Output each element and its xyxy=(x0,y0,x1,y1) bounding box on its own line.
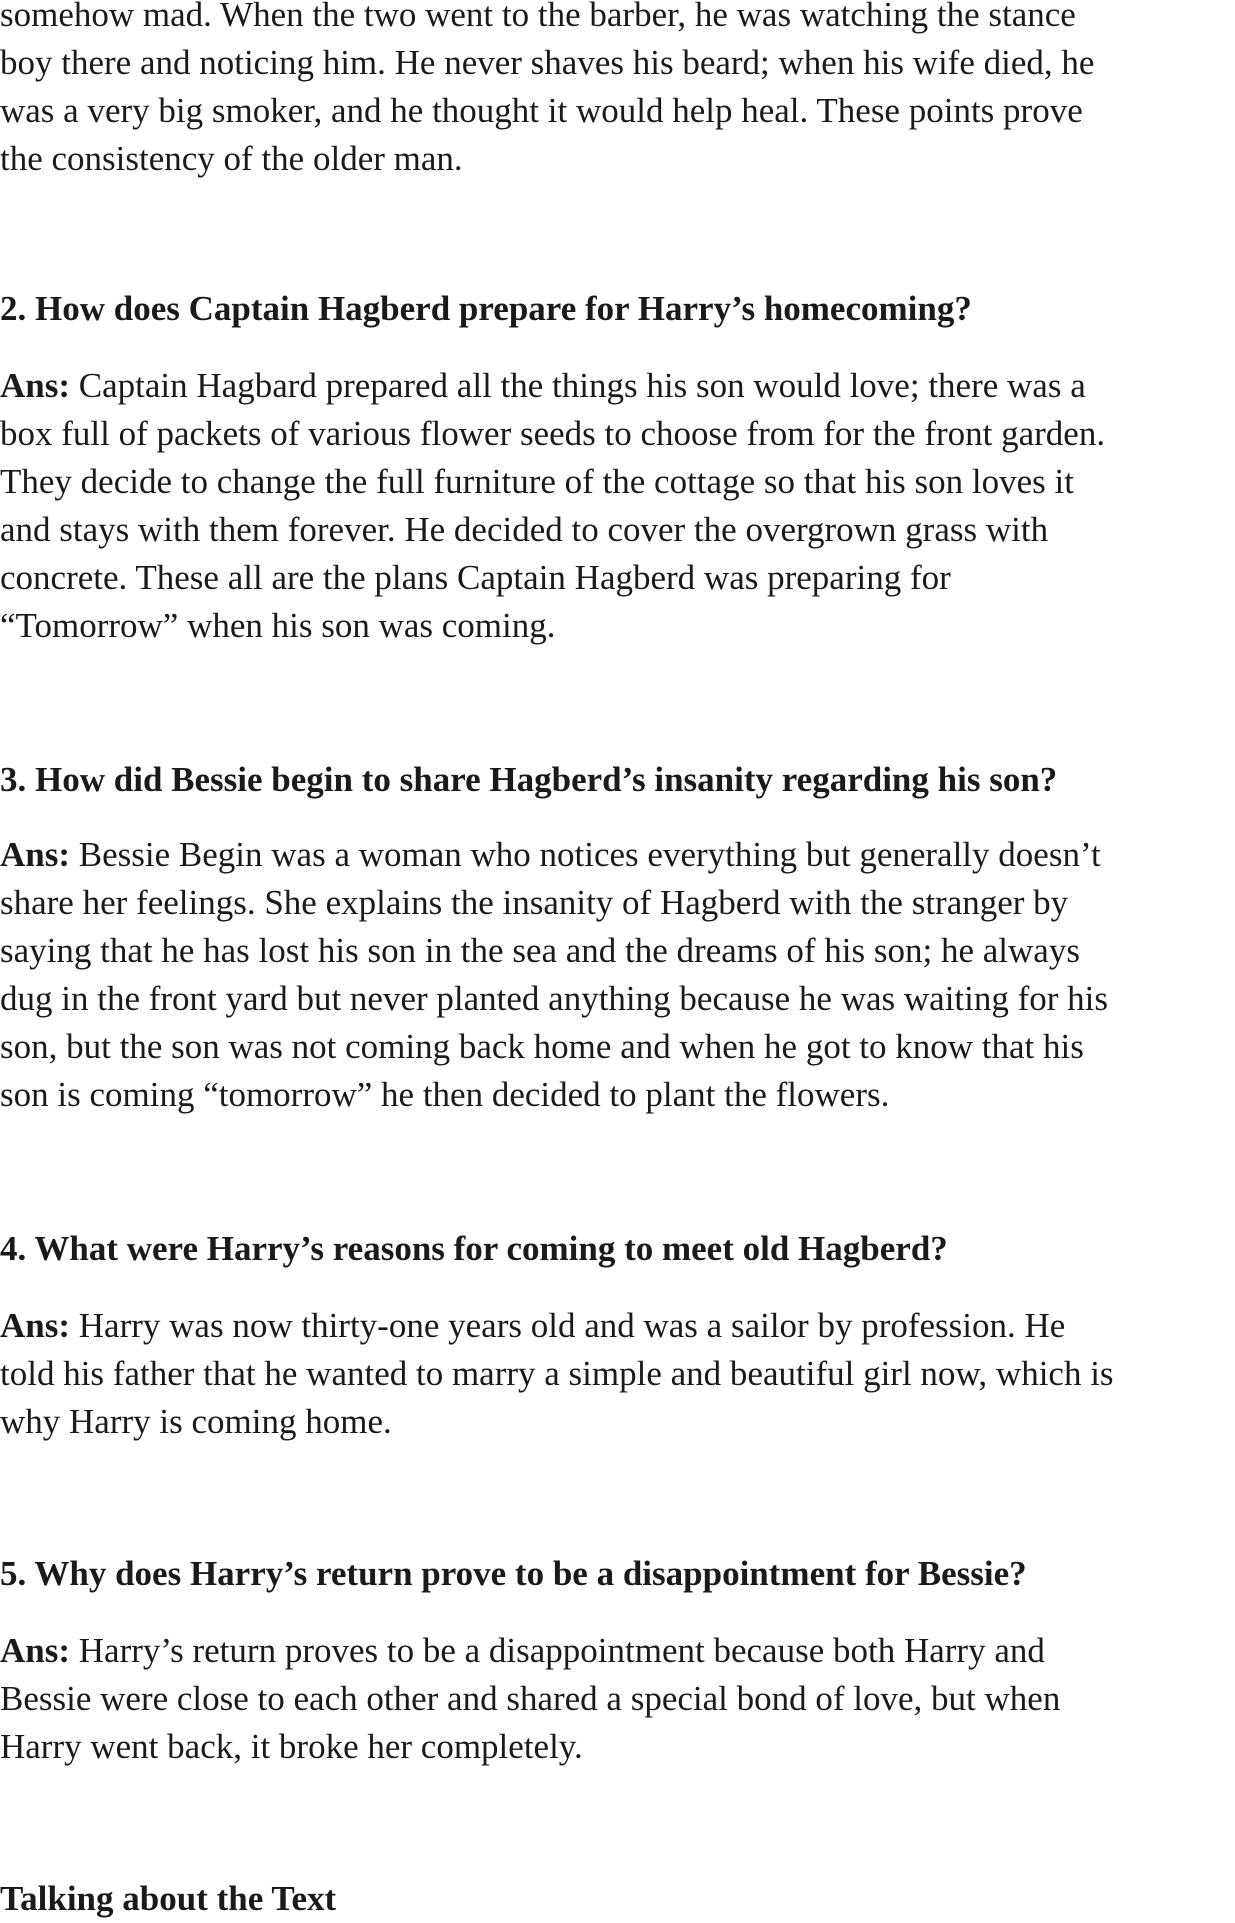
ans-label: Ans: xyxy=(0,1631,71,1670)
question-heading: 5. Why does Harry’s return prove to be a disappointment for Bessie? xyxy=(0,1554,1027,1593)
ans-label: Ans: xyxy=(0,835,71,874)
question-heading: 3. How did Bessie begin to share Hagberd’s insanity regarding his son? xyxy=(0,760,1058,799)
paragraph-line: They decide to change the full furniture of the cottage so that his son loves it xyxy=(0,462,1074,501)
paragraph-line: and stays with them forever. He decided to cover the overgrown grass with xyxy=(0,510,1049,549)
paragraph-line xyxy=(0,362,1235,410)
answer-paragraph xyxy=(0,831,1235,1119)
paragraph-line: share her feelings. She explains the insanity of Hagberd with the stranger by xyxy=(0,883,1069,922)
question-heading: 4. What were Harry’s reasons for coming to meet old Hagberd? xyxy=(0,1229,948,1268)
paragraph-line: son is coming “tomorrow” he then decided to plant the flowers. xyxy=(0,1075,890,1114)
paragraph-line xyxy=(0,1302,1235,1350)
paragraph-line: somehow mad. When the two went to the barber, he was watching the stance xyxy=(0,0,1076,34)
answer-text: Captain Hagbard prepared all the things his son would love; there was a xyxy=(70,366,1086,405)
ans-label: Ans: xyxy=(0,1306,71,1345)
paragraph-line xyxy=(0,1627,1235,1675)
paragraph-line: why Harry is coming home. xyxy=(0,1402,392,1441)
paragraph-line: told his father that he wanted to marry a simple and beautiful girl now, which is xyxy=(0,1354,1114,1393)
paragraph-line: Harry went back, it broke her completely. xyxy=(0,1727,583,1766)
paragraph-line xyxy=(0,831,1235,879)
intro-paragraph xyxy=(0,0,1235,183)
paragraph-line: boy there and noticing him. He never shaves his beard; when his wife died, he xyxy=(0,43,1095,82)
question-heading: 2. How does Captain Hagberd prepare for Harry’s homecoming? xyxy=(0,289,972,328)
answer-paragraph xyxy=(0,362,1235,650)
answer-text: Bessie Begin was a woman who notices everything but generally doesn’t xyxy=(70,835,1101,874)
paragraph-line: saying that he has lost his son in the sea and the dreams of his son; he always xyxy=(0,931,1080,970)
ans-label: Ans: xyxy=(0,366,71,405)
section-heading: Talking about the Text xyxy=(0,1879,337,1918)
paragraph-line: son, but the son was not coming back home and when he got to know that his xyxy=(0,1027,1084,1066)
paragraph-line: “Tomorrow” when his son was coming. xyxy=(0,606,556,645)
answer-text: Harry was now thirty-one years old and was a sailor by profession. He xyxy=(70,1306,1066,1345)
answer-paragraph xyxy=(0,1302,1235,1446)
answer-paragraph xyxy=(0,1627,1235,1771)
paragraph-line: box full of packets of various flower seeds to choose from for the front garden. xyxy=(0,414,1106,453)
paragraph-line: Bessie were close to each other and shared a special bond of love, but when xyxy=(0,1679,1061,1718)
paragraph-line: was a very big smoker, and he thought it would help heal. These points prove xyxy=(0,91,1083,130)
paragraph-line: the consistency of the older man. xyxy=(0,139,463,178)
answer-text: Harry’s return proves to be a disappointment because both Harry and xyxy=(70,1631,1045,1670)
paragraph-line: dug in the front yard but never planted anything because he was waiting for his xyxy=(0,979,1109,1018)
paragraph-line: concrete. These all are the plans Captain Hagberd was preparing for xyxy=(0,558,951,597)
